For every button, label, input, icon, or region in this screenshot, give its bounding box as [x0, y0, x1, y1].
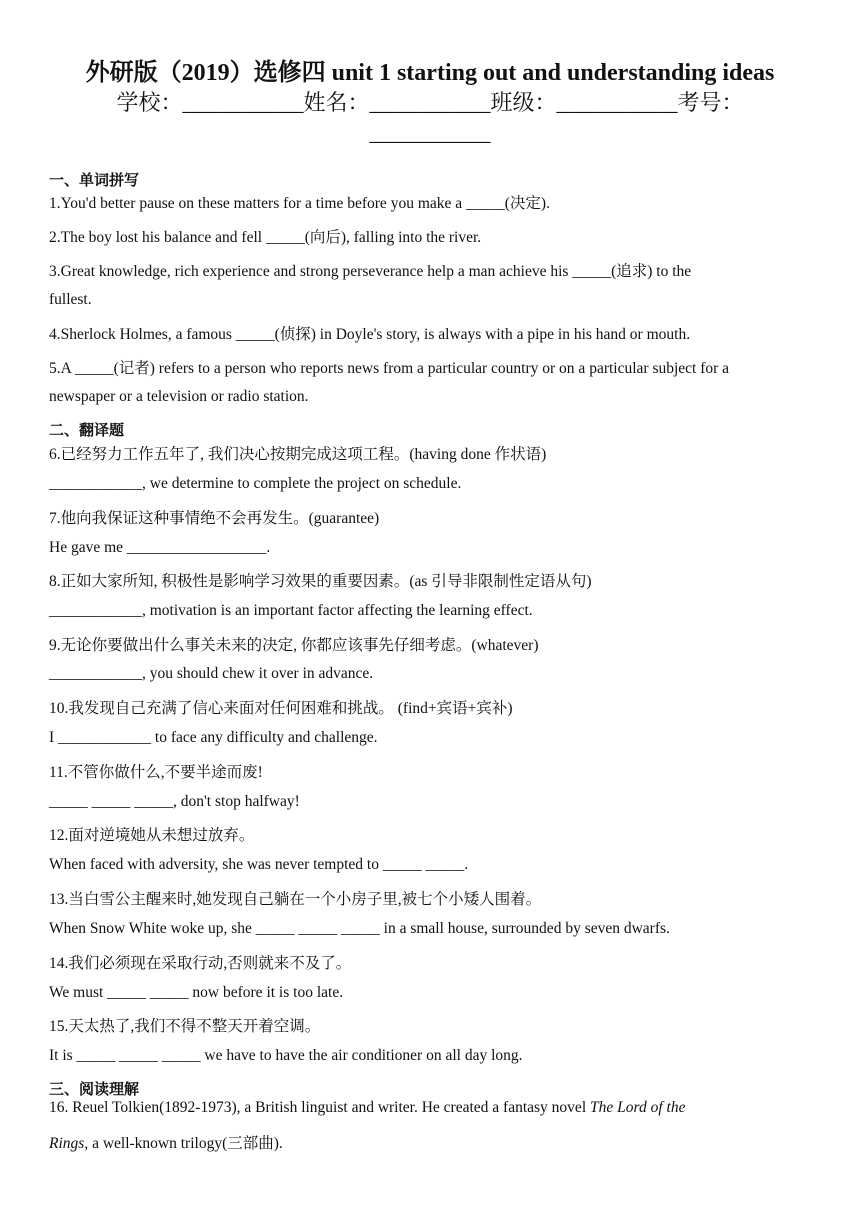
- question-16-line-1: [49, 1099, 685, 1117]
- question-14-answer: We must _____ _____ now before it is too late.: [49, 984, 344, 1001]
- question-9-answer: ____________, you should chew it over in advance.: [49, 665, 374, 682]
- section-heading-reading: 三、阅读理解: [49, 1080, 140, 1098]
- page-title: 外研版（2019）选修四 unit 1 starting out and understanding ideas: [85, 60, 775, 86]
- question-5: 5.A _____(记者) refers to a person who reports news from a particular country or on a particular subject for a: [49, 360, 730, 377]
- question-16-text-cont: , a well-known trilogy(三部曲).: [84, 1135, 283, 1152]
- question-12-prompt: 12.面对逆境她从未想过放弃。: [49, 827, 255, 844]
- question-2: 2.The boy lost his balance and fell _____(向后), falling into the river.: [49, 229, 482, 246]
- student-info-line: 学校：___________姓名：___________班级：___________考号：: [116, 90, 744, 115]
- question-3-cont: fullest.: [49, 291, 92, 308]
- question-10-answer: I ____________ to face any difficulty and challenge.: [49, 729, 378, 746]
- question-10-prompt: 10.我发现自己充满了信心来面对任何困难和挑战。 (find+宾语+宾补): [49, 700, 513, 717]
- question-3: 3.Great knowledge, rich experience and strong perseverance help a man achieve his _____(追求) to the: [49, 263, 692, 280]
- question-6-answer: ____________, we determine to complete the project on schedule.: [49, 475, 462, 492]
- question-9-prompt: 9.无论你要做出什么事关未来的决定, 你都应该事先仔细考虑。(whatever): [49, 637, 539, 654]
- question-14-prompt: 14.我们必须现在采取行动,否则就来不及了。: [49, 955, 352, 972]
- section-heading-spelling: 一、单词拼写: [49, 171, 140, 189]
- question-5-cont: newspaper or a television or radio station.: [49, 388, 309, 405]
- question-8-answer: ____________, motivation is an important factor affecting the learning effect.: [49, 602, 533, 619]
- question-16-text: 16. Reuel Tolkien(1892-1973), a British linguist and writer. He created a fantasy novel: [49, 1099, 590, 1116]
- question-12-answer: When faced with adversity, she was never tempted to _____ _____.: [49, 856, 469, 873]
- section-heading-translation: 二、翻译题: [49, 421, 125, 439]
- question-1: 1.You'd better pause on these matters for a time before you make a _____(决定).: [49, 195, 550, 212]
- question-7-prompt: 7.他向我保证这种事情绝不会再发生。(guarantee): [49, 510, 380, 527]
- question-8-prompt: 8.正如大家所知, 积极性是影响学习效果的重要因素。(as 引导非限制性定语从句): [49, 573, 592, 590]
- book-title-part-2: Rings: [49, 1135, 85, 1152]
- question-7-answer: He gave me __________________.: [49, 539, 271, 556]
- question-13-answer: When Snow White woke up, she _____ _____ _____ in a small house, surrounded by seven dwarfs.: [49, 920, 670, 937]
- question-6-prompt: 6.已经努力工作五年了, 我们决心按期完成这项工程。(having done 作状语): [49, 446, 547, 463]
- student-info-blank: ___________: [369, 120, 491, 145]
- book-title-part-1: The Lord of the: [590, 1099, 686, 1116]
- question-4: 4.Sherlock Holmes, a famous _____(侦探) in Doyle's story, is always with a pipe in his hand or mouth.: [49, 326, 691, 343]
- question-16-line-2: [49, 1131, 283, 1153]
- question-11-answer: _____ _____ _____, don't stop halfway!: [49, 793, 300, 810]
- question-13-prompt: 13.当白雪公主醒来时,她发现自己躺在一个小房子里,被七个小矮人围着。: [49, 891, 542, 908]
- question-15-prompt: 15.天太热了,我们不得不整天开着空调。: [49, 1018, 321, 1035]
- question-11-prompt: 11.不管你做什么,不要半途而废!: [49, 764, 263, 781]
- question-15-answer: It is _____ _____ _____ we have to have the air conditioner on all day long.: [49, 1047, 523, 1064]
